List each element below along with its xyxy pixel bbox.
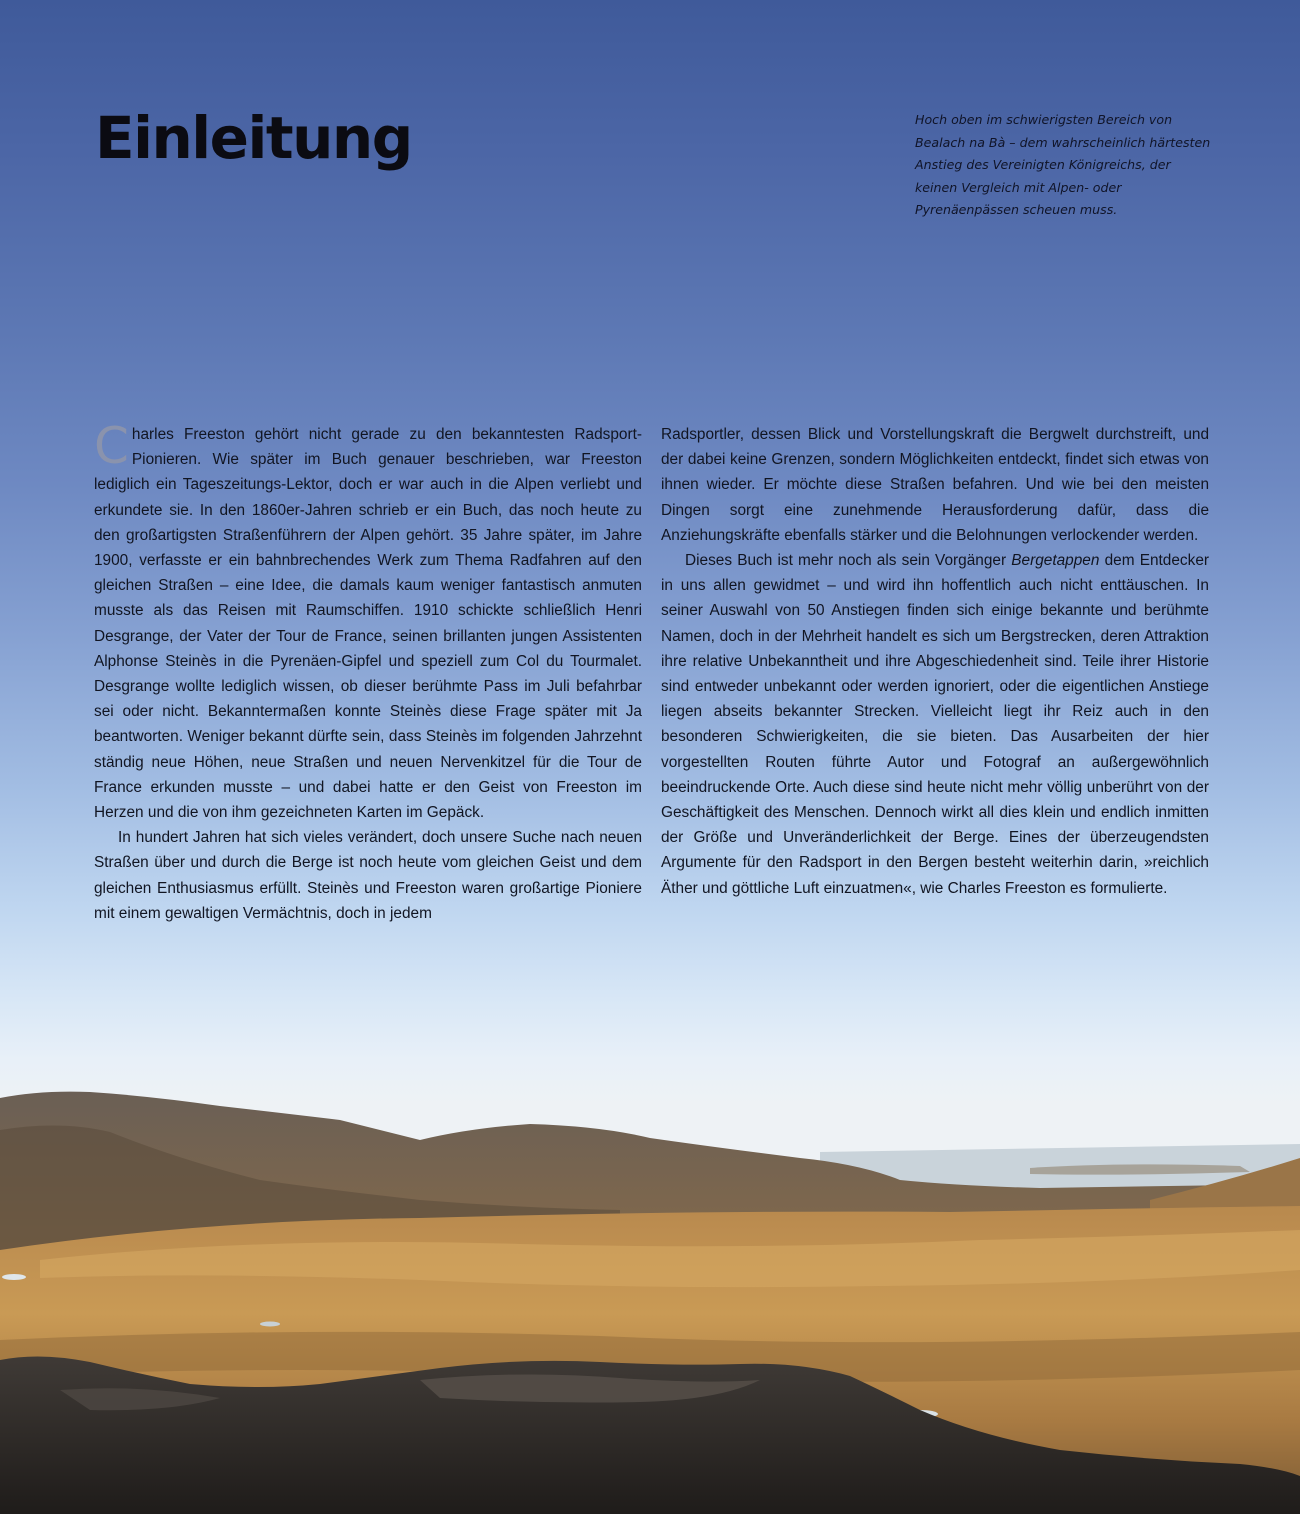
paragraph: Radsportler, dessen Blick und Vorstellungskraft die Bergwelt durchstreift, und der dabei keine Grenzen, sondern Möglichkeiten entdeckt, findet sich etwas von ihnen wieder. Er möchte diese Straßen befahren. Und wie bei den meisten Dingen sorgt eine zunehmende Herausforderung dafür, dass die Anziehungskräfte ebenfalls stärker und die Belohnungen verlockender werden. [661,426,1209,544]
text-column-left [94,417,642,926]
paragraph-text: dem Entdecker in uns allen gewidmet – und wird ihn hoffentlich auch nicht enttäuschen. In seiner Auswahl von 50 Anstiegen finden sich einige bekannte und berühmte Namen, doch in der Mehrheit handelt es sich um Bergstrecken, deren Attraktion ihre relative Unbekanntheit und ihre Abgeschiedenheit sind. Teile ihrer Historie sind entweder unbekannt oder werden ignoriert, oder die eigentlichen Anstiege liegen abseits bekannter Strecken. Vielleicht liegt ihr Reiz auch in den besonderen Schwierigkeiten, die sie bieten. Das Ausarbeiten der hier vorgestellten Routen führte Autor und Fotograf an außergewöhnlich beeindruckende Orte. Auch diese sind heute nicht mehr völlig unberührt von der Geschäftigkeit des Menschen. Dennoch wirkt all dies klein und endlich inmitten der Größe und Unveränderlichkeit der Berge. Eines der überzeugendsten Argumente für den Radsport in den Bergen besteht weiterhin darin, »reichlich Äther und göttliche Luft einzuatmen«, wie Charles Freeston es formulierte. [661,552,1209,897]
paragraph: In hundert Jahren hat sich vieles verändert, doch unsere Suche nach neuen Straßen über und durch die Berge ist noch heute vom gleichen Geist und dem gleichen Enthusiasmus erfüllt. Steinès und Freeston waren großartige Pioniere mit einem gewaltigen Vermächtnis, doch in jedem [94,829,642,922]
paragraph-text: Dieses Buch ist mehr noch als sein Vorgänger [685,552,1012,570]
paragraph [94,417,642,825]
photo-caption: Hoch oben im schwierigsten Bereich von Bealach na Bà – dem wahrscheinlich härtesten Anstieg des Vereinigten Königreichs, der keinen Vergleich mit Alpen- oder Pyrenäenpässen scheuen muss. [915,112,1211,217]
text-column-right [661,422,1209,901]
mountain-landscape-photo [0,1040,1300,1514]
drop-cap: C [94,417,129,475]
paragraph [661,548,1209,901]
paragraph-text: harles Freeston gehört nicht gerade zu den bekanntesten Radsport-Pionieren. Wie später im Buch genauer beschrieben, war Freeston lediglich ein Tageszeitungs-Lektor, doch er war auch in die Alpen verliebt und erkundete sie. In den 1860er-Jahren schrieb er ein Buch, das noch heute zu den großartigsten Straßenführern der Alpen gehört. 35 Jahre später, im Jahre 1900, verfasste er ein bahnbrechendes Werk zum Thema Radfahren auf den gleichen Straßen – eine Idee, die damals kaum weniger fantastisch anmuten musste als das Reisen mit Raumschiffen. 1910 schickte schließlich Henri Desgrange, der Vater der Tour de France, seinen brillanten jungen Assistenten Alphonse Steinès in die Pyrenäen-Gipfel und speziell zum Col du Tourmalet. Desgrange wollte lediglich wissen, ob dieser berühmte Pass im Juli befahrbar sei oder nicht. Bekanntermaßen konnte Steinès diese Frage später mit Ja beantworten. Weniger bekannt dürfte sein, dass Steinès im folgenden Jahrzehnt ständig neue Höhen, neue Straßen und neuen Nervenkitzel für die Tour de France erkunden musste – und dabei hatte er den Geist von Freeston im Herzen und die von ihm gezeichneten Karten im Gepäck. [94,426,642,822]
water-patch [260,1322,280,1327]
water-patch [2,1274,26,1280]
page-title: Einleitung [95,104,412,172]
book-title: Bergetappen [1011,552,1100,570]
